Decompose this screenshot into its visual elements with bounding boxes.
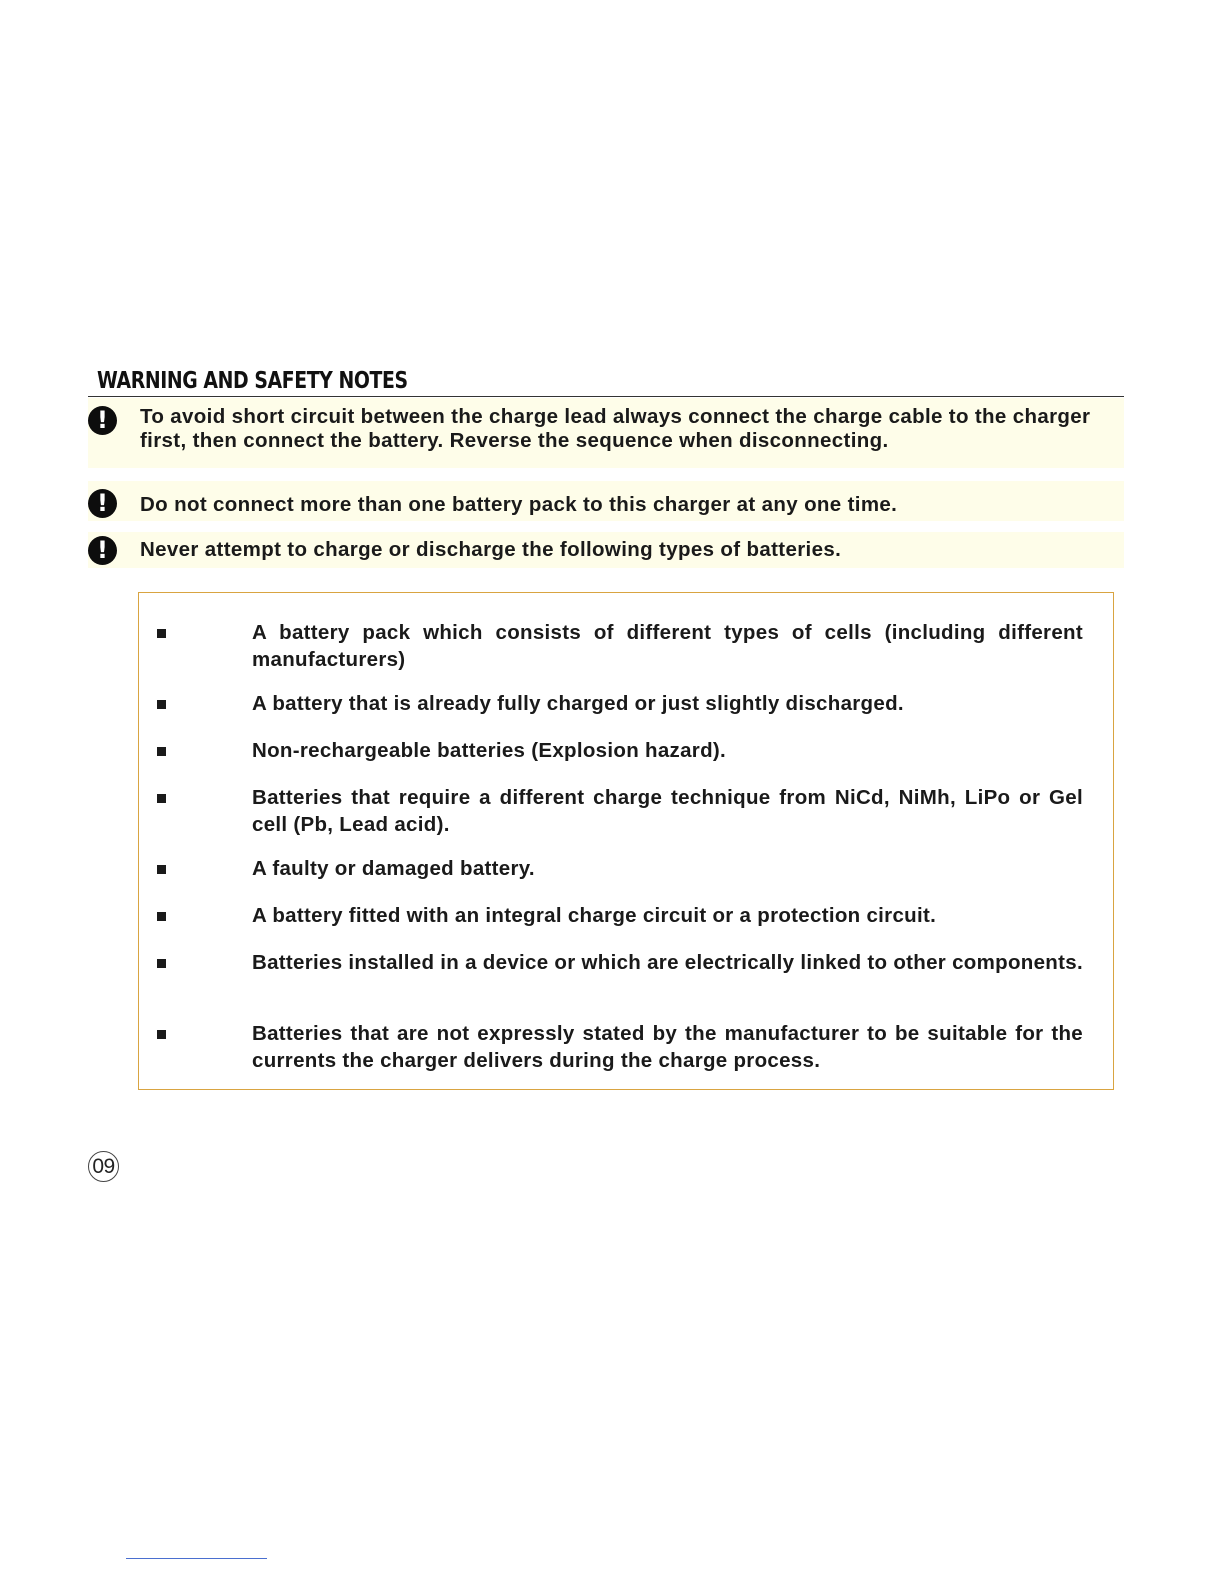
battery-types-box — [138, 592, 1114, 1090]
warning-note-2 — [88, 481, 1124, 521]
list-item-text: Batteries that require a different charge technique from NiCd, NiMh, LiPo or Gel cell (Pb, Lead acid). — [252, 786, 1083, 836]
warning-note-text: To avoid short circuit between the charge lead always connect the charge cable to the charger first, then connect the battery. Reverse the sequence when disconnecting. — [140, 405, 1091, 452]
list-item-text: Batteries installed in a device or which are electrically linked to other components. — [252, 951, 1083, 974]
title-divider — [88, 396, 1124, 397]
bullet-icon — [157, 794, 166, 803]
bullet-icon — [157, 912, 166, 921]
page-number: 09 — [88, 1151, 119, 1182]
section-title: WARNING AND SAFETY NOTES — [97, 368, 408, 394]
list-item-text: A battery pack which consists of different types of cells (including different manufacturers) — [252, 621, 1083, 671]
list-item-text: A battery that is already fully charged or just slightly discharged. — [252, 692, 904, 715]
bullet-icon — [157, 959, 166, 968]
warning-note-text: Never attempt to charge or discharge the following types of batteries. — [140, 538, 842, 561]
warning-note-1 — [88, 398, 1124, 468]
bullet-icon — [157, 1030, 166, 1039]
exclamation-icon: ! — [88, 406, 117, 435]
warning-note-3 — [88, 532, 1124, 568]
list-item-text: Batteries that are not expressly stated by the manufacturer to be suitable for the currents the charger delivers during the charge process. — [252, 1022, 1083, 1072]
warning-note-text: Do not connect more than one battery pack to this charger at any one time. — [140, 493, 898, 516]
exclamation-icon: ! — [88, 489, 117, 518]
exclamation-icon: ! — [88, 536, 117, 565]
bullet-icon — [157, 700, 166, 709]
list-item-text: Non-rechargeable batteries (Explosion hazard). — [252, 739, 727, 762]
bullet-icon — [157, 747, 166, 756]
list-item-text: A battery fitted with an integral charge circuit or a protection circuit. — [252, 904, 937, 927]
bullet-icon — [157, 865, 166, 874]
bullet-icon — [157, 629, 166, 638]
footer-divider — [126, 1558, 267, 1559]
list-item-text: A faulty or damaged battery. — [252, 857, 535, 880]
